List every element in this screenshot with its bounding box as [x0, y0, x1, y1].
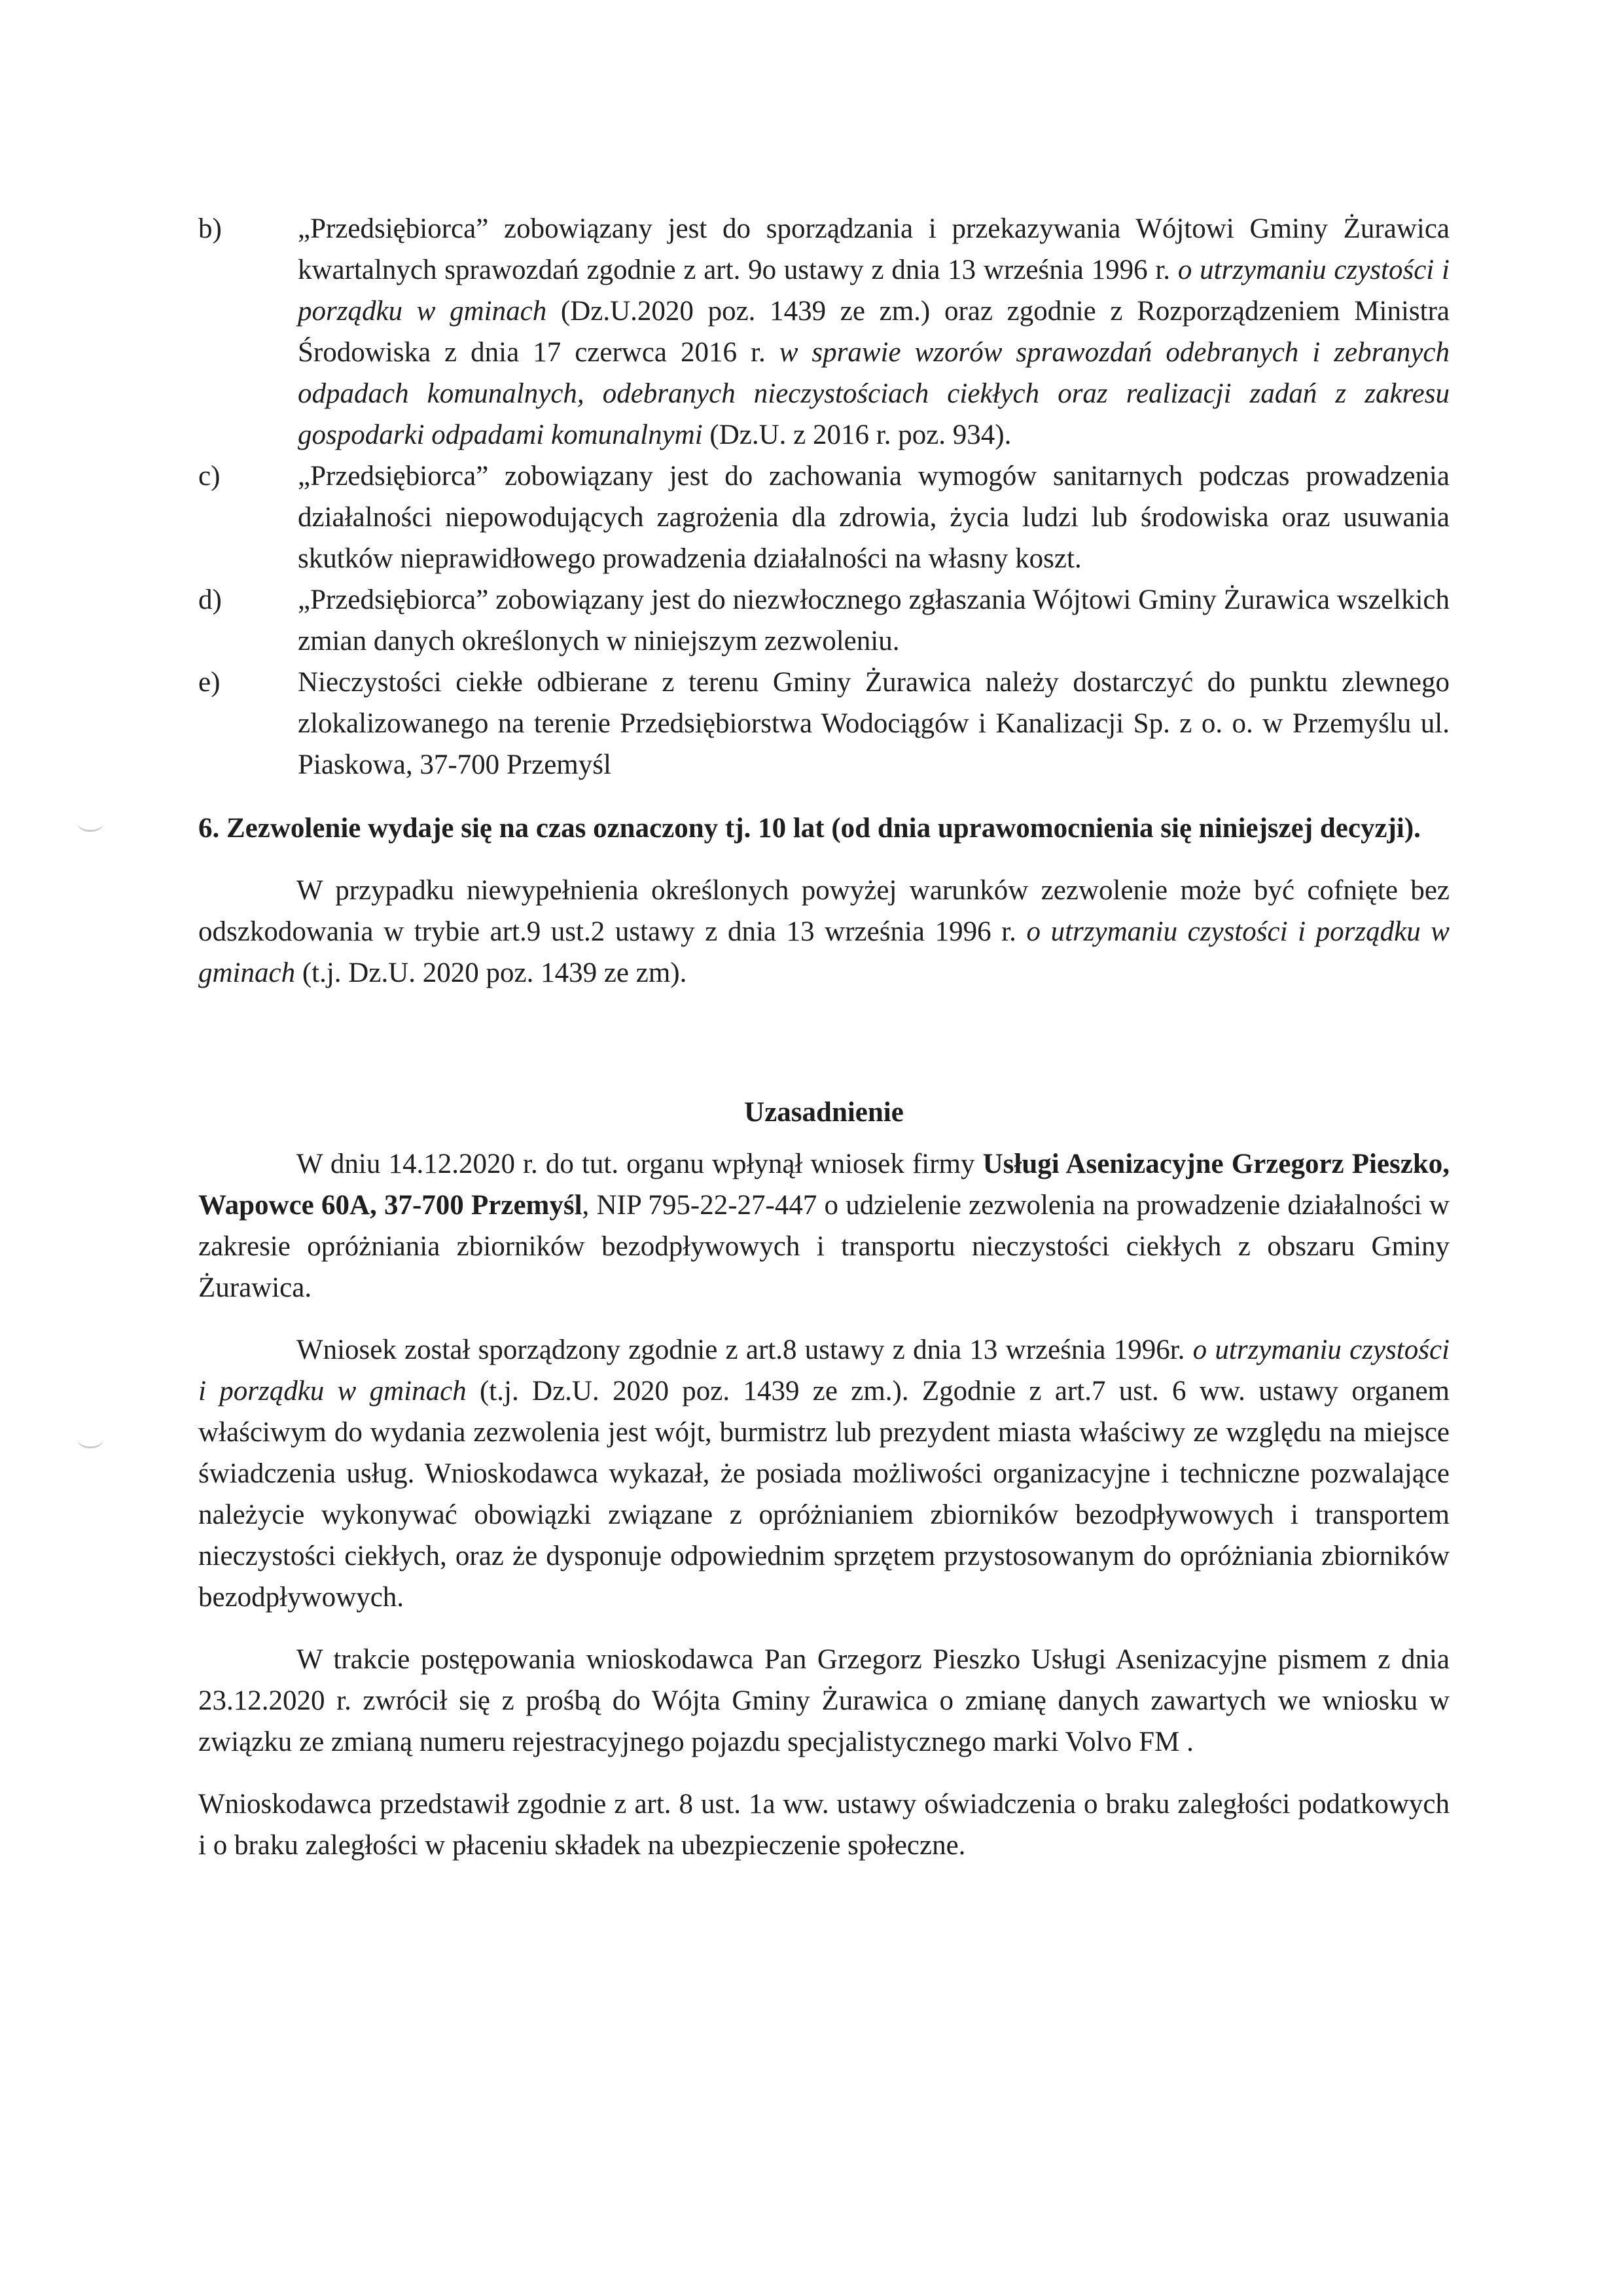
list-marker: d) — [198, 584, 222, 615]
justification-paragraph-4: Wnioskodawca przedstawił zgodnie z art. 8 ust. 1a ww. ustawy oświadczenia o braku zaległości podatkowych i o braku zaległości w płaceniu składek na ubezpieczenie społeczne. — [198, 1789, 1450, 1861]
paragraph-text: Wniosek został sporządzony zgodnie z art.8 ustawy z dnia 13 września 1996r. — [296, 1335, 1193, 1365]
validity-clause: 6. Zezwolenie wydaje się na czas oznaczony tj. 10 lat (od dnia uprawomocnienia się niniejszej decyzji). — [198, 813, 1421, 844]
act-title: o utrzymaniu czystości i porządku w gminach — [198, 1335, 1450, 1407]
condition-item-b — [198, 208, 1450, 456]
act-title: o utrzymaniu czystości i porządku w gminach — [298, 255, 1450, 327]
condition-item-d — [198, 579, 1450, 662]
justification-paragraph-1 — [198, 1143, 1450, 1308]
list-marker: b) — [198, 213, 222, 244]
scan-artifact-mark — [77, 814, 103, 832]
regulation-title: w sprawie wzorów sprawozdań odebranych i zebranych odpadach komunalnych, odebranych nieczystościach ciekłych oraz realizacji zadań z zakresu gospodarki odpadami komunalnymi — [298, 337, 1450, 450]
paragraph-text: W dniu 14.12.2020 r. do tut. organu wpłynął wniosek firmy — [296, 1149, 983, 1179]
item-text: Nieczystości ciekłe odbierane z terenu Gminy Żurawica należy dostarczyć do punktu zlewnego zlokalizowanego na terenie Przedsiębiorstwa Wodociągów i Kanalizacji Sp. z o. o. w Przemyślu ul. Piaskowa, 37-700 Przemyśl — [298, 667, 1450, 780]
act-title: o utrzymaniu czystości i porządku w gminach — [198, 916, 1450, 988]
justification-paragraph-2 — [198, 1329, 1450, 1618]
paragraph-text: (t.j. Dz.U. 2020 poz. 1439 ze zm). — [295, 958, 687, 988]
list-marker: e) — [198, 667, 221, 698]
condition-item-c — [198, 456, 1450, 579]
paragraph-text: W przypadku niewypełnienia określonych powyżej warunków zezwolenie może być cofnięte bez odszkodowania w trybie art.9 ust.2 ustawy z dnia 13 września 1996 r. — [198, 875, 1450, 947]
paragraph-text: , NIP 795-22-27-447 o udzielenie zezwolenia na prowadzenie działalności w zakresie opróżniania zbiorników bezodpływowych i transportu nieczystości ciekłych z obszaru Gminy Żurawica. — [198, 1190, 1450, 1303]
condition-item-e — [198, 662, 1450, 785]
applicant-name: Usługi Asenizacyjne Grzegorz Pieszko, Wapowce 60A, 37-700 Przemyśl — [198, 1149, 1450, 1221]
item-text: „Przedsiębiorca” zobowiązany jest do niezwłocznego zgłaszania Wójtowi Gminy Żurawica wszelkich zmian danych określonych w niniejszym zezwoleniu. — [298, 584, 1450, 656]
justification-paragraph-3: W trakcie postępowania wnioskodawca Pan Grzegorz Pieszko Usługi Asenizacyjne pismem z dnia 23.12.2020 r. zwrócił się z prośbą do Wójta Gminy Żurawica o zmianę danych zawartych we wniosku w związku ze zmianą numeru rejestracyjnego pojazdu specjalistycznego marki Volvo FM . — [198, 1644, 1450, 1757]
justification-heading: Uzasadnienie — [744, 1097, 904, 1128]
scan-artifact-mark — [77, 1431, 103, 1448]
list-marker: c) — [198, 461, 221, 492]
item-text: (Dz.U. z 2016 r. poz. 934). — [702, 420, 1012, 450]
paragraph-text: (t.j. Dz.U. 2020 poz. 1439 ze zm.). Zgodnie z art.7 ust. 6 ww. ustawy organem właściwym do wydania zezwolenia jest wójt, burmistrz lub prezydent miasta właściwy ze względu na miejsce świadczenia usług. Wnioskodawca wykazał, że posiada możliwości organizacyjne i techniczne pozwalające należycie wykonywać obowiązki związane z opróżnianiem zbiorników bezodpływowych i transportem nieczystości ciekłych, oraz że dysponuje odpowiednim sprzętem przystosowanym do opróżniania zbiorników bezodpływowych. — [198, 1376, 1450, 1613]
item-text: (Dz.U.2020 poz. 1439 ze zm.) oraz zgodnie z Rozporządzeniem Ministra Środowiska z dnia 17 czerwca 2016 r. — [298, 296, 1450, 368]
revocation-paragraph — [198, 870, 1450, 994]
item-text: „Przedsiębiorca” zobowiązany jest do sporządzania i przekazywania Wójtowi Gminy Żurawica kwartalnych sprawozdań zgodnie z art. 9o ustawy z dnia 13 września 1996 r. — [298, 213, 1450, 285]
item-text: „Przedsiębiorca” zobowiązany jest do zachowania wymogów sanitarnych podczas prowadzenia działalności niepowodujących zagrożenia dla zdrowia, życia ludzi lub środowiska oraz usuwania skutków nieprawidłowego prowadzenia działalności na własny koszt. — [298, 461, 1450, 574]
document-body — [198, 208, 1450, 1866]
